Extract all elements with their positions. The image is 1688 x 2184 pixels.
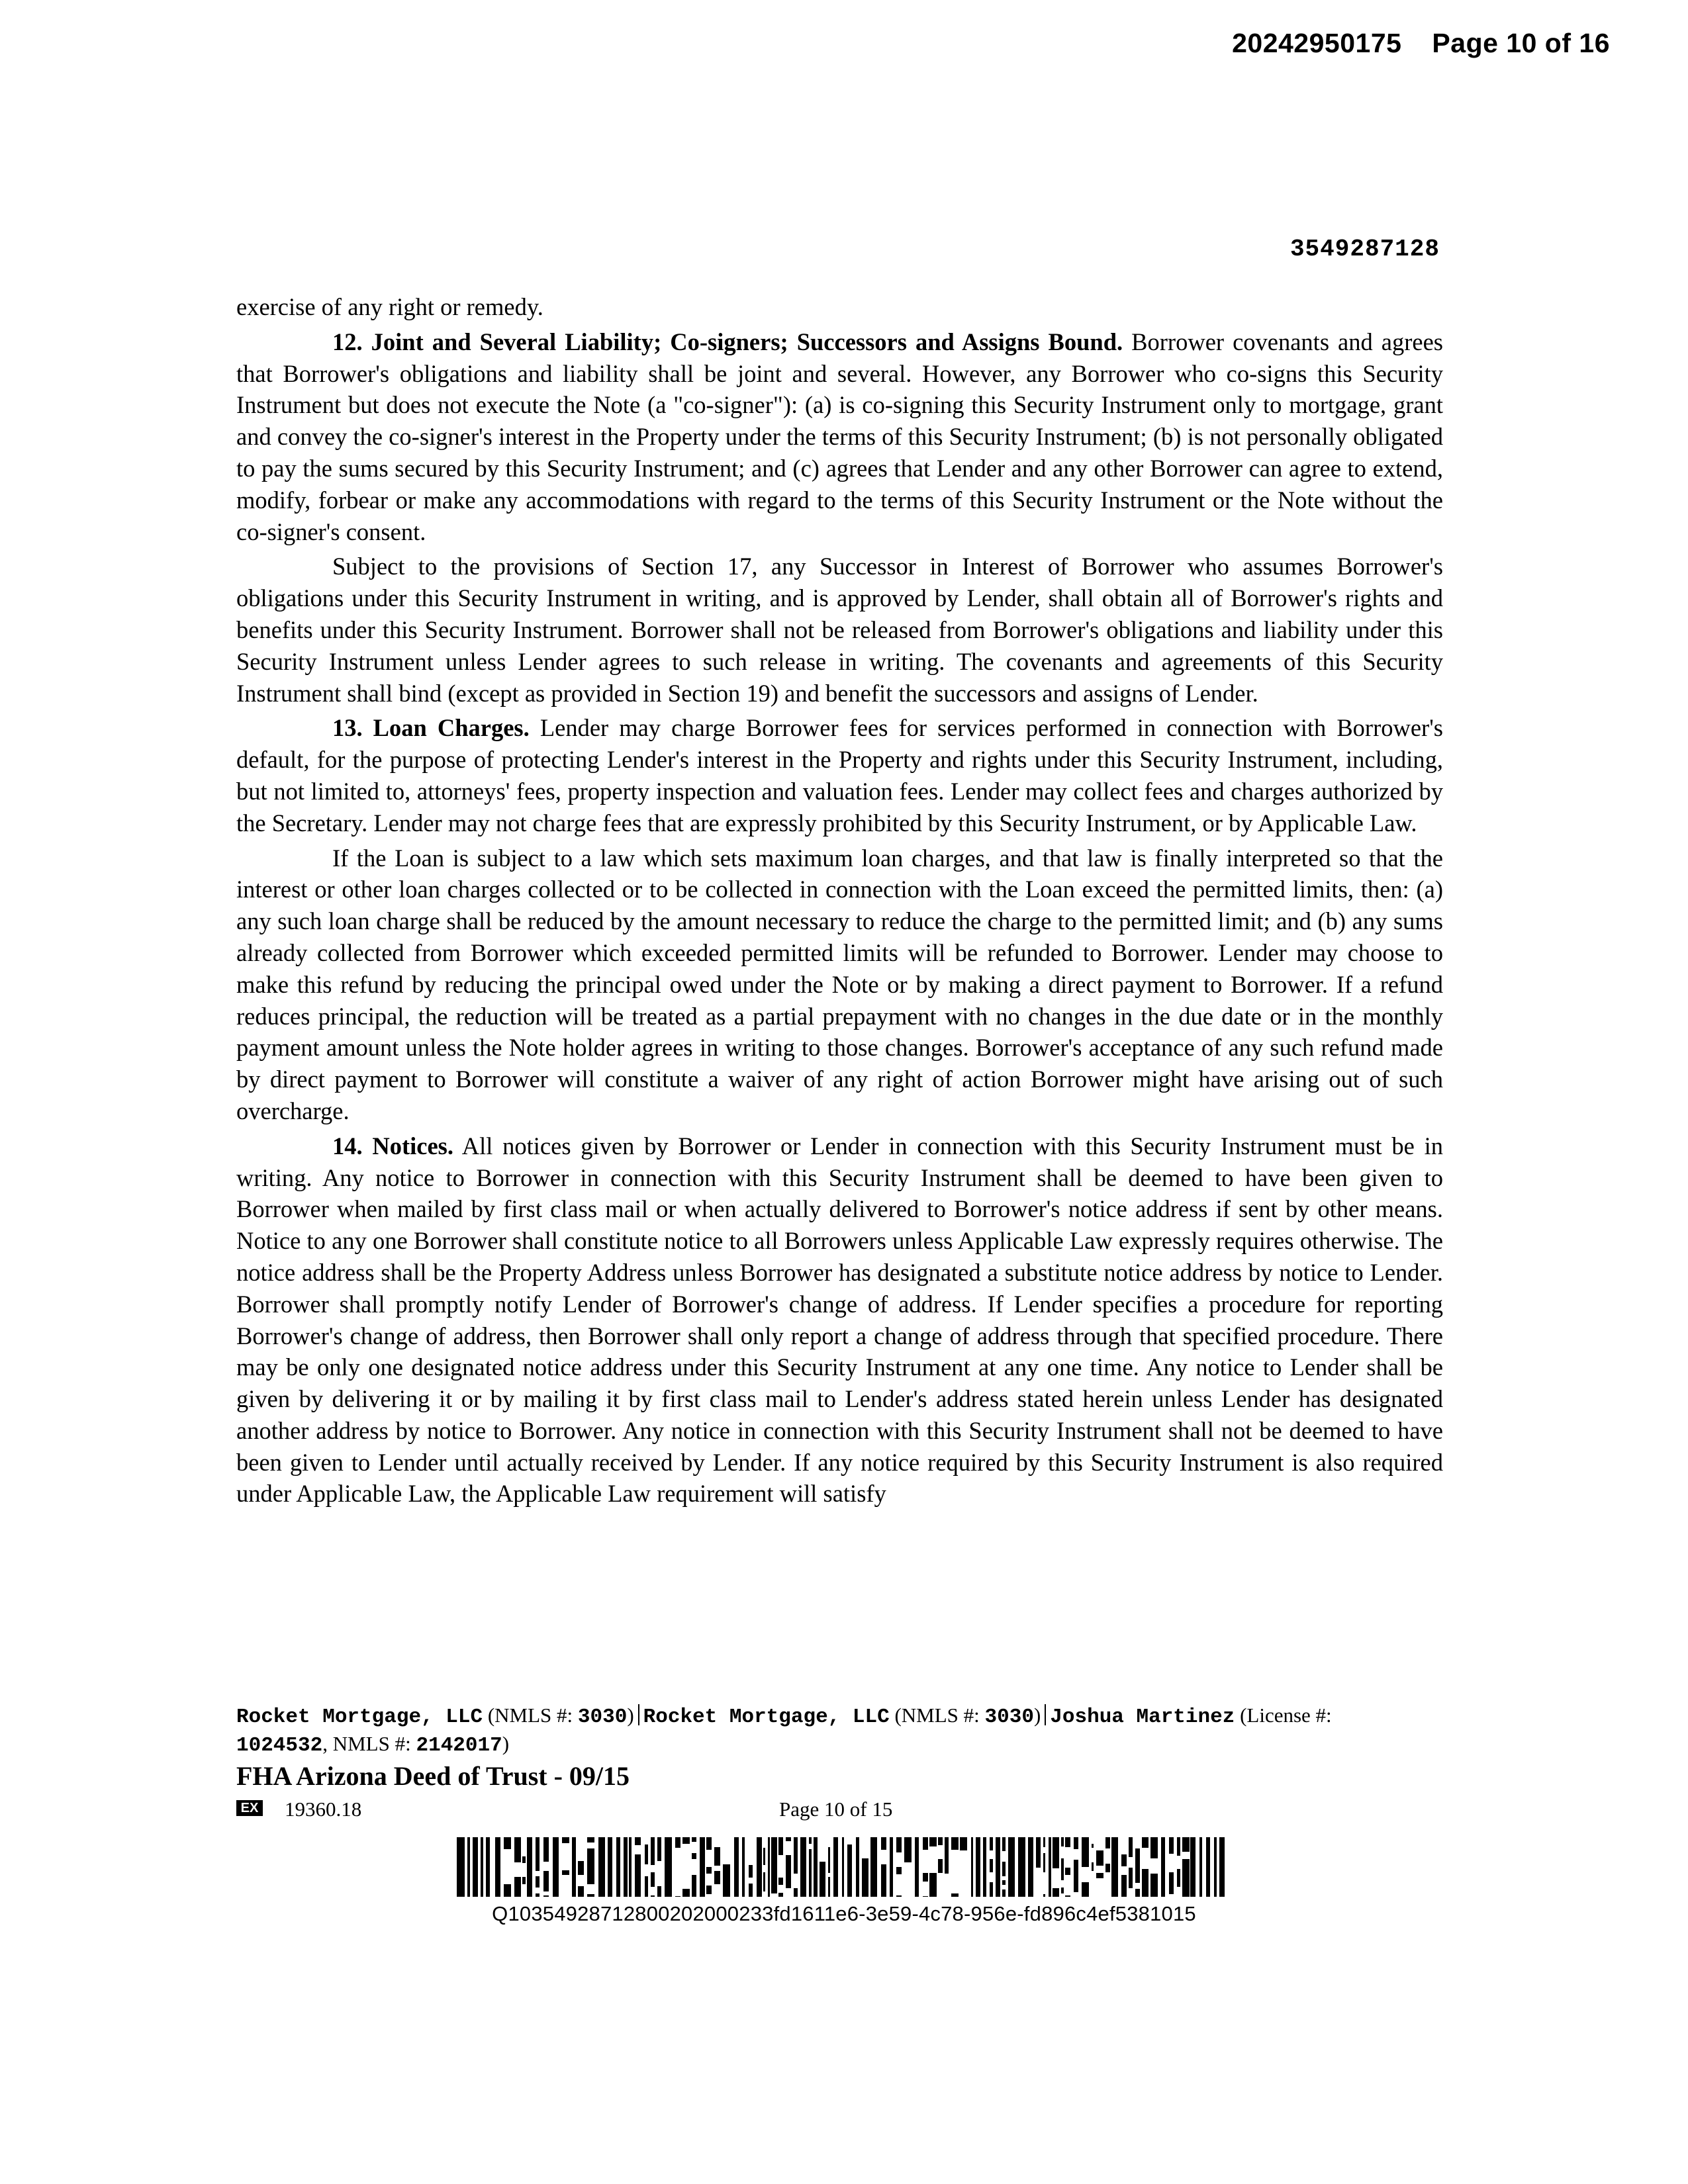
lender1-nmls: 3030 bbox=[577, 1706, 628, 1729]
form-title: FHA Arizona Deed of Trust - 09/15 bbox=[236, 1761, 630, 1791]
recording-page: Page 10 of 16 bbox=[1432, 28, 1610, 58]
nmls-label: , NMLS #: bbox=[322, 1732, 416, 1755]
section-14-text: All notices given by Borrower or Lender in connection with this Security Instrument must be in writing. Any notice to Borrower in connection with this Security Instrument shall be deemed to have been given to Borrower when mailed by first class mail or when actually delivered to Borrower's notice address if sent by other means. Notice to any one Borrower shall constitute notice to all Borrowers unless Applicable Law expressly requires otherwise. The notice address shall be the Property Address unless Borrower has designated a substitute notice address by notice to Lender. Borrower shall promptly notify Lender of Borrower's change of address. If Lender specifies a procedure for reporting Borrower's change of address, then Borrower shall only report a change of address through that specified procedure. There may be only one designated notice address under this Security Instrument at any one time. Any notice to Lender shall be given by delivering it or by mailing it by first class mail to Lender's address stated herein unless Lender has designated another address by notice to Borrower. Any notice in connection with this Security Instrument shall not be deemed to have been given to Lender until actually received by Lender. If any notice required by this Security Instrument is also required under Applicable Law, the Applicable Law requirement will satisfy bbox=[236, 1132, 1443, 1508]
barcode-text: Q10354928712800202000233fd1611e6-3e59-4c78-956e-fd896c4ef5381015 bbox=[492, 1902, 1196, 1925]
section-12-text: Borrower covenants and agrees that Borrower's obligations and liability shall be joint and several. However, any Borrower who co-signs this Security Instrument but does not execute the Note (a "co-signer"): (a) is co-signing this Security Instrument only to mortgage, grant and convey the co-signer's interest in the Property under the terms of this Security Instrument; (b) is not personally obligated to pay the sums secured by this Security Instrument; and (c) agrees that Lender and any other Borrower can agree to extend, modify, forbear or make any accommodations with regard to the terms of this Security Instrument or the Note without the co-signer's consent. bbox=[236, 328, 1443, 545]
section-13-paragraph-2: If the Loan is subject to a law which sets maximum loan charges, and that law is finally interpreted so that the interest or other loan charges collected or to be collected in connection with the Loan exceed the permitted limits, then: (a) any such loan charge shall be reduced by the amount necessary to reduce the charge to the permitted limit; and (b) any sums already collected from Borrower which exceeded permitted limits will be refunded to Borrower. Lender may choose to make this refund by reducing the principal owed under the Note or by making a direct payment to Borrower. If a refund reduces principal, the reduction will be treated as a partial prepayment with no changes in the due date or in the monthly payment amount unless the Note holder agrees in writing to those changes. Borrower's acceptance of any such refund made by direct payment to Borrower will constitute a waiver of any right of action Borrower might have arising out of such overcharge. bbox=[236, 844, 1443, 1124]
form-code-row bbox=[236, 1797, 964, 1824]
lender1-close: ) bbox=[627, 1704, 634, 1727]
lender2-close: ) bbox=[1033, 1704, 1041, 1727]
recording-number: 20242950175 bbox=[1232, 28, 1402, 58]
paragraph-continuation: exercise of any right or remedy. bbox=[236, 293, 543, 320]
license-label: (License #: bbox=[1235, 1704, 1332, 1727]
recording-header bbox=[1232, 28, 1610, 59]
originator-name: Joshua Martinez bbox=[1050, 1706, 1235, 1729]
section-13-paragraph bbox=[236, 712, 1443, 839]
section-13-heading: 13. Loan Charges. bbox=[332, 714, 530, 742]
lender2-nmls-label: (NMLS #: bbox=[889, 1704, 985, 1727]
barcode bbox=[457, 1837, 1225, 1897]
section-12-heading: 12. Joint and Several Liability; Co-signers; Successors and Assigns Bound. bbox=[332, 328, 1123, 355]
separator bbox=[638, 1704, 639, 1725]
originator-nmls: 2142017 bbox=[416, 1734, 502, 1757]
form-page-number: Page 10 of 15 bbox=[779, 1797, 893, 1821]
separator bbox=[1045, 1704, 1046, 1725]
section-14-paragraph bbox=[236, 1130, 1443, 1510]
lender1-name: Rocket Mortgage, LLC bbox=[236, 1706, 483, 1729]
section-14-heading: 14. Notices. bbox=[332, 1132, 454, 1160]
section-12-paragraph bbox=[236, 326, 1443, 548]
document-body bbox=[236, 291, 1443, 1513]
originator-close: ) bbox=[502, 1732, 510, 1755]
form-code: 19360.18 bbox=[285, 1797, 362, 1821]
section-13-text: Lender may charge Borrower fees for services performed in connection with Borrower's default, for the purpose of protecting Lender's interest in the Property and rights under this Security Instrument, including, but not limited to, attorneys' fees, property inspection and valuation fees. Lender may collect fees and charges authorized by the Secretary. Lender may not charge fees that are expressly prohibited by this Security Instrument, or by Applicable Law. bbox=[236, 714, 1443, 837]
footer-lender-info bbox=[236, 1702, 1443, 1759]
lender2-nmls: 3030 bbox=[984, 1706, 1034, 1729]
lender1-nmls-label: (NMLS #: bbox=[483, 1704, 578, 1727]
license-number: 1024532 bbox=[236, 1734, 323, 1757]
lender2-name: Rocket Mortgage, LLC bbox=[643, 1706, 890, 1729]
loan-number: 3549287128 bbox=[1289, 236, 1440, 263]
section-12-paragraph-2: Subject to the provisions of Section 17, any Successor in Interest of Borrower who assumes Borrower's obligations under this Security Instrument in writing, and is approved by Lender, shall obtain all of Borrower's rights and benefits under this Security Instrument. Borrower shall not be released from Borrower's obligations and liability under this Security Instrument unless Lender agrees to such release in writing. The covenants and agreements of this Security Instrument shall bind (except as provided in Section 19) and benefit the successors and assigns of Lender. bbox=[236, 553, 1443, 707]
ex-logo-icon: EX bbox=[236, 1800, 263, 1816]
barcode-graphic bbox=[457, 1837, 1225, 1897]
